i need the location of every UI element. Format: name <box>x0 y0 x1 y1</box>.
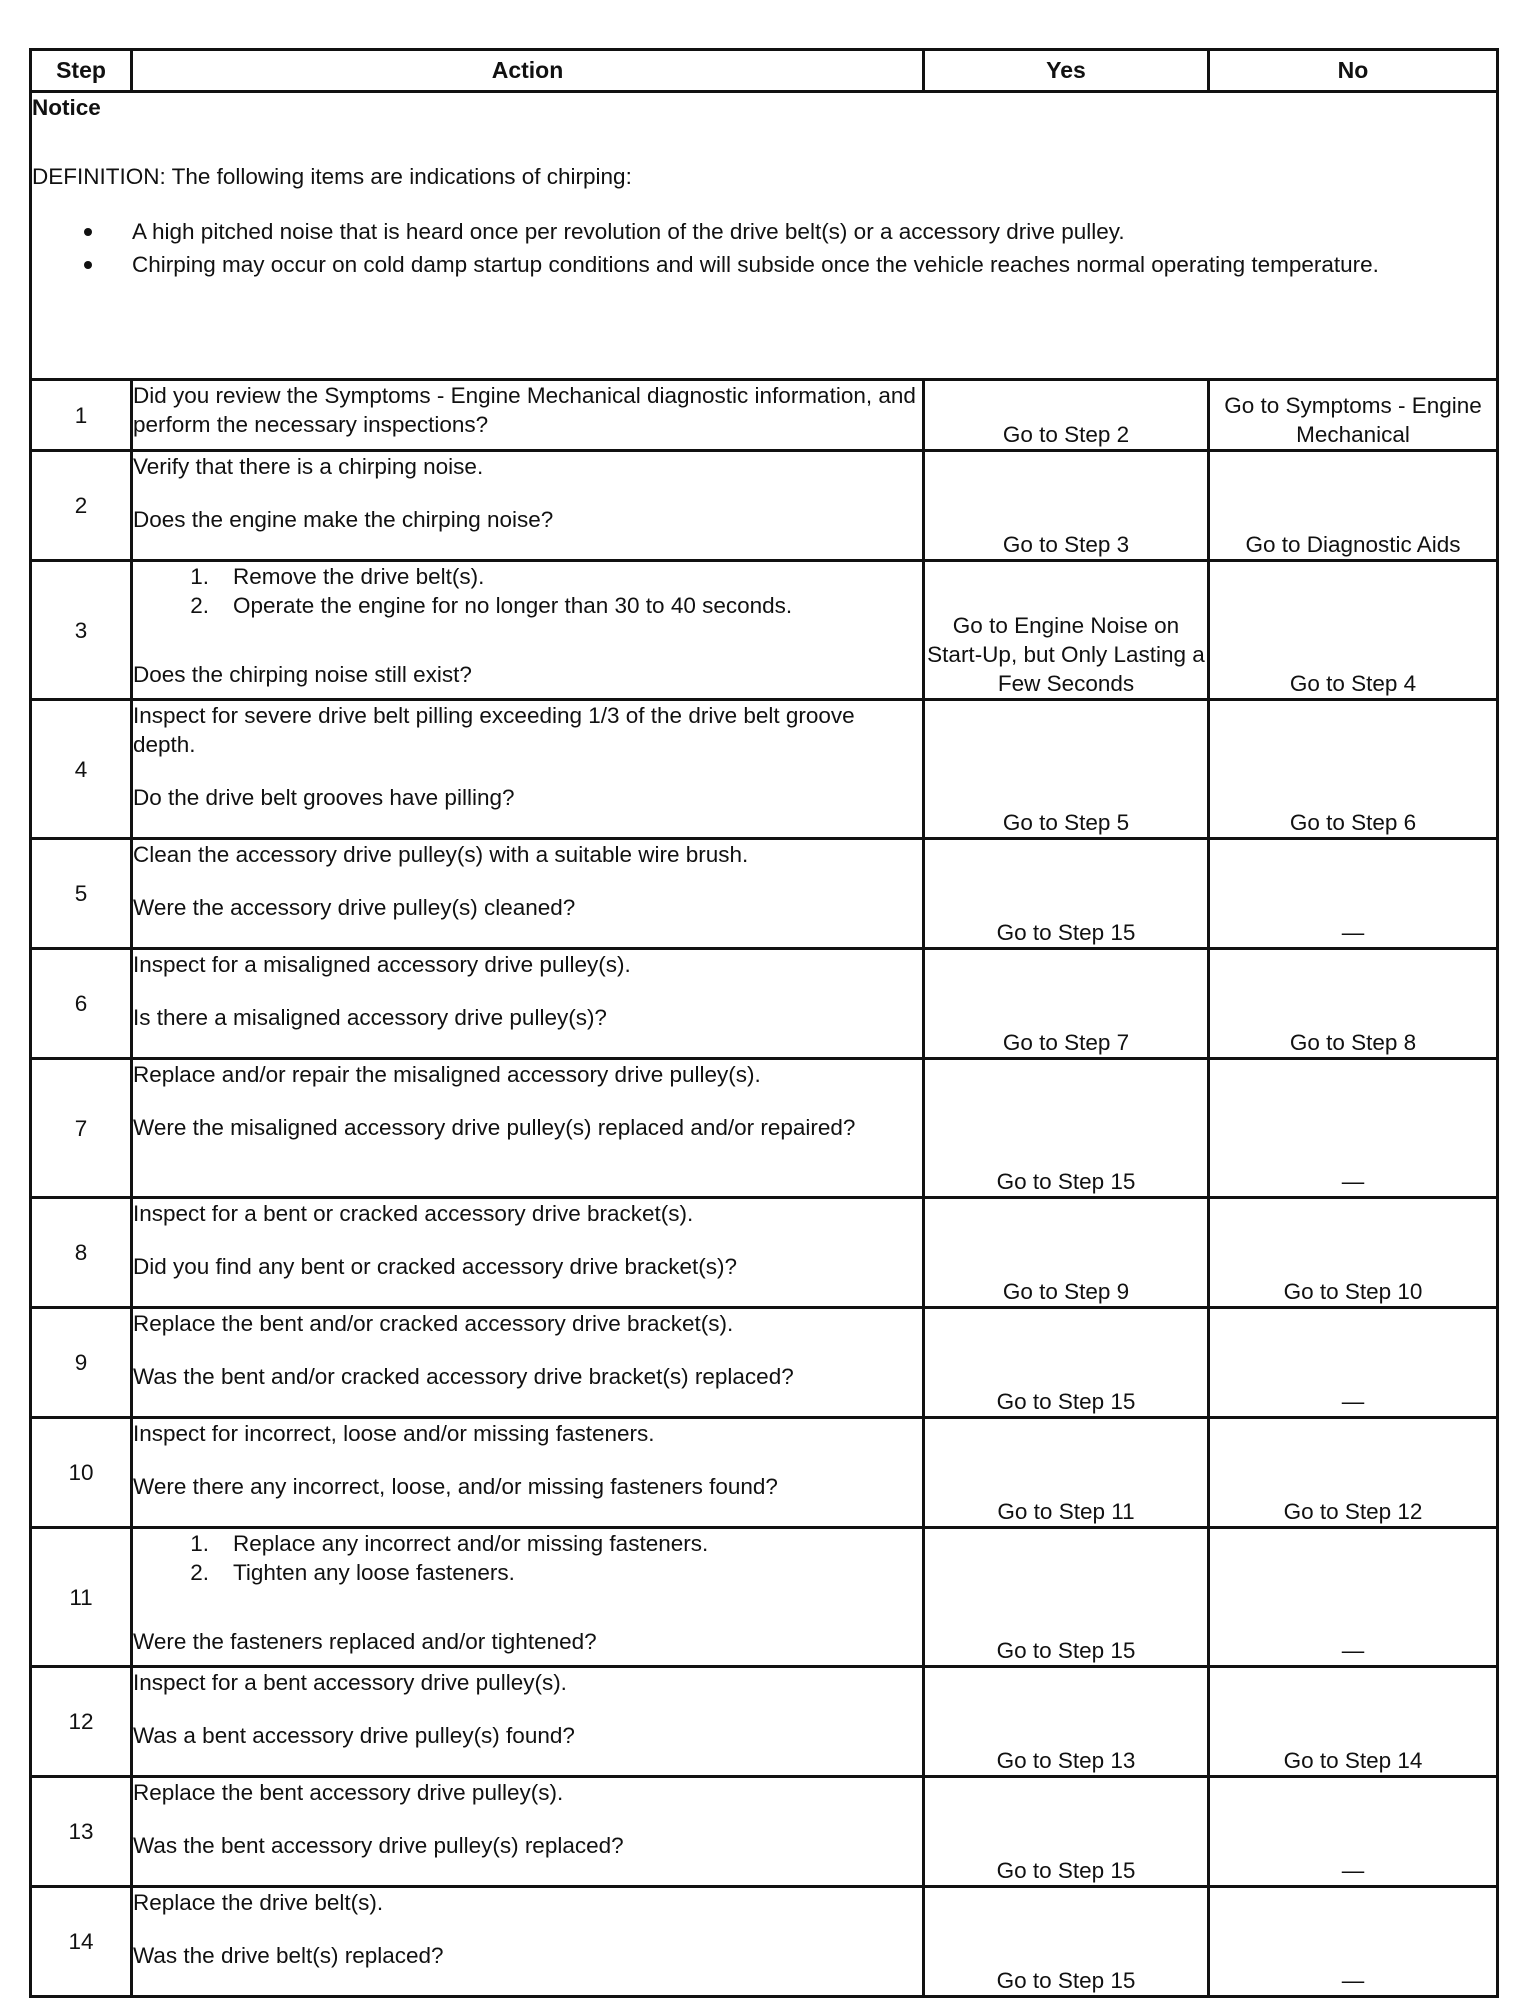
action-instruction: Did you review the Symptoms - Engine Mechanical diagnostic information, and perform the necessary inspections? <box>133 383 916 437</box>
action-question: Were there any incorrect, loose, and/or missing fasteners found? <box>133 1474 778 1499</box>
notice-row <box>31 92 1498 380</box>
action-question: Does the chirping noise still exist? <box>133 662 472 687</box>
no-result: Go to Step 10 <box>1209 1198 1498 1308</box>
step-number: 1 <box>31 380 132 451</box>
action-question: Were the accessory drive pulley(s) cleaned? <box>133 895 576 920</box>
no-result: — <box>1209 839 1498 949</box>
action-cell <box>132 839 924 949</box>
action-question: Did you find any bent or cracked accessory drive bracket(s)? <box>133 1254 738 1279</box>
step-number: 5 <box>31 839 132 949</box>
step-number: 12 <box>31 1667 132 1777</box>
action-instruction: Replace the bent and/or cracked accessory drive bracket(s). <box>133 1311 734 1336</box>
action-cell <box>132 1887 924 1997</box>
action-question: Were the misaligned accessory drive pulley(s) replaced and/or repaired? <box>133 1115 856 1140</box>
step-number: 11 <box>31 1528 132 1667</box>
action-question: Were the fasteners replaced and/or tightened? <box>133 1629 597 1654</box>
table-header-row <box>31 50 1498 92</box>
notice-title: Notice <box>32 95 101 120</box>
header-step: Step <box>31 50 132 92</box>
table-row <box>31 949 1498 1059</box>
action-cell <box>132 1059 924 1198</box>
table-row <box>31 1308 1498 1418</box>
yes-result: Go to Step 15 <box>924 839 1209 949</box>
table-row <box>31 561 1498 700</box>
no-result: — <box>1209 1777 1498 1887</box>
bullet-icon <box>84 261 92 269</box>
action-step-item: 2. Tighten any loose fasteners. <box>190 1560 515 1585</box>
action-step-list <box>133 1529 922 1587</box>
action-instruction: Inspect for severe drive belt pilling exceeding 1/3 of the drive belt groove depth. <box>133 703 855 757</box>
table-row <box>31 1198 1498 1308</box>
notice-cell <box>31 92 1498 380</box>
table-row <box>31 1418 1498 1528</box>
action-instruction: Replace the bent accessory drive pulley(s). <box>133 1780 564 1805</box>
step-number: 4 <box>31 700 132 839</box>
no-result: Go to Step 14 <box>1209 1667 1498 1777</box>
action-cell <box>132 949 924 1059</box>
table-row <box>31 839 1498 949</box>
step-number: 14 <box>31 1887 132 1997</box>
action-instruction: Inspect for a bent or cracked accessory drive bracket(s). <box>133 1201 694 1226</box>
yes-result: Go to Step 3 <box>924 451 1209 561</box>
action-cell <box>132 380 924 451</box>
action-step-list <box>133 562 922 620</box>
action-instruction: Inspect for incorrect, loose and/or missing fasteners. <box>133 1421 655 1446</box>
action-cell <box>132 1308 924 1418</box>
action-step-item: 2. Operate the engine for no longer than 30 to 40 seconds. <box>190 593 793 618</box>
action-instruction: Inspect for a misaligned accessory drive pulley(s). <box>133 952 631 977</box>
action-cell <box>132 1198 924 1308</box>
step-number: 6 <box>31 949 132 1059</box>
yes-result: Go to Step 5 <box>924 700 1209 839</box>
notice-bullet-list <box>32 217 1496 279</box>
action-question: Was the bent accessory drive pulley(s) replaced? <box>133 1833 624 1858</box>
table-row <box>31 1887 1498 1997</box>
no-result: Go to Step 12 <box>1209 1418 1498 1528</box>
action-instruction: Replace the drive belt(s). <box>133 1890 384 1915</box>
yes-result: Go to Step 15 <box>924 1059 1209 1198</box>
table-row <box>31 451 1498 561</box>
action-question: Was the drive belt(s) replaced? <box>133 1943 444 1968</box>
yes-result: Go to Engine Noise on Start-Up, but Only Lasting a Few Seconds <box>924 561 1209 700</box>
yes-result: Go to Step 9 <box>924 1198 1209 1308</box>
step-number: 3 <box>31 561 132 700</box>
no-result: Go to Step 8 <box>1209 949 1498 1059</box>
yes-result: Go to Step 11 <box>924 1418 1209 1528</box>
action-cell <box>132 1528 924 1667</box>
action-cell <box>132 700 924 839</box>
step-number: 13 <box>31 1777 132 1887</box>
header-yes: Yes <box>924 50 1209 92</box>
step-number: 8 <box>31 1198 132 1308</box>
no-result: Go to Step 4 <box>1209 561 1498 700</box>
notice-definition: DEFINITION: The following items are indications of chirping: <box>32 164 632 189</box>
no-result: Go to Step 6 <box>1209 700 1498 839</box>
yes-result: Go to Step 7 <box>924 949 1209 1059</box>
yes-result: Go to Step 15 <box>924 1887 1209 1997</box>
table-row <box>31 1777 1498 1887</box>
action-cell <box>132 451 924 561</box>
step-number: 2 <box>31 451 132 561</box>
header-action: Action <box>132 50 924 92</box>
table-row <box>31 1059 1498 1198</box>
action-instruction: Replace and/or repair the misaligned accessory drive pulley(s). <box>133 1062 761 1087</box>
action-question: Was the bent and/or cracked accessory drive bracket(s) replaced? <box>133 1364 794 1389</box>
action-cell <box>132 561 924 700</box>
action-question: Is there a misaligned accessory drive pulley(s)? <box>133 1005 607 1030</box>
yes-result: Go to Step 15 <box>924 1777 1209 1887</box>
step-number: 7 <box>31 1059 132 1198</box>
action-step-item: 1. Replace any incorrect and/or missing fasteners. <box>190 1531 709 1556</box>
action-cell <box>132 1418 924 1528</box>
yes-result: Go to Step 15 <box>924 1528 1209 1667</box>
yes-result: Go to Step 15 <box>924 1308 1209 1418</box>
notice-bullet: Chirping may occur on cold damp startup conditions and will subside once the vehicle reaches normal operating temperature. <box>32 250 1496 279</box>
action-step-item: 1. Remove the drive belt(s). <box>190 564 485 589</box>
no-result: Go to Symptoms - Engine Mechanical <box>1209 380 1498 451</box>
table-row <box>31 700 1498 839</box>
action-question: Do the drive belt grooves have pilling? <box>133 785 515 810</box>
diagnostic-table <box>29 48 1499 1998</box>
no-result: — <box>1209 1059 1498 1198</box>
action-instruction: Clean the accessory drive pulley(s) with a suitable wire brush. <box>133 842 749 867</box>
no-result: — <box>1209 1308 1498 1418</box>
bullet-icon <box>84 228 92 236</box>
table-row <box>31 1667 1498 1777</box>
action-instruction: Inspect for a bent accessory drive pulley(s). <box>133 1670 567 1695</box>
yes-result: Go to Step 2 <box>924 380 1209 451</box>
no-result: — <box>1209 1528 1498 1667</box>
action-instruction: Verify that there is a chirping noise. <box>133 454 484 479</box>
yes-result: Go to Step 13 <box>924 1667 1209 1777</box>
step-number: 9 <box>31 1308 132 1418</box>
no-result: — <box>1209 1887 1498 1997</box>
table-row <box>31 380 1498 451</box>
step-number: 10 <box>31 1418 132 1528</box>
action-cell <box>132 1777 924 1887</box>
notice-bullet: A high pitched noise that is heard once per revolution of the drive belt(s) or a accessory drive pulley. <box>32 217 1496 246</box>
table-row <box>31 1528 1498 1667</box>
action-question: Does the engine make the chirping noise? <box>133 507 554 532</box>
action-cell <box>132 1667 924 1777</box>
no-result: Go to Diagnostic Aids <box>1209 451 1498 561</box>
action-question: Was a bent accessory drive pulley(s) found? <box>133 1723 575 1748</box>
header-no: No <box>1209 50 1498 92</box>
